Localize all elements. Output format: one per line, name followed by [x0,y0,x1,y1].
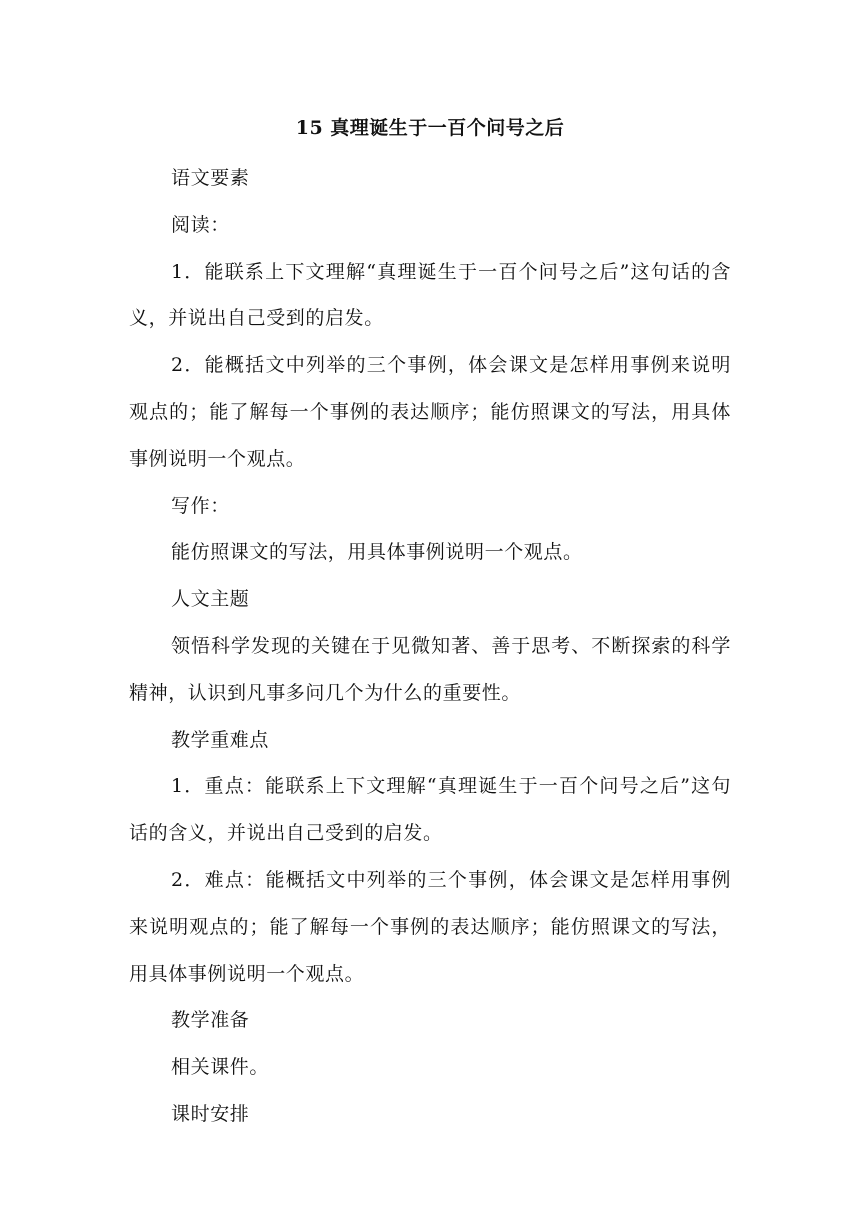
section-heading-language-elements: 语文要素 [171,167,250,189]
reading-goal-2: 2．能概括文中列举的三个事例，体会课文是怎样用事例来说明观点的；能了解每一个事例的表达顺序；能仿照课文的写法，用具体事例说明一个观点。 [129,354,731,470]
humanistic-theme-text: 领悟科学发现的关键在于见微知著、善于思考、不断探索的科学精神，认识到凡事多问几个为什么的重要性。 [129,634,731,704]
section-heading-humanistic-theme: 人文主题 [171,588,250,611]
reading-goal-1: 1．能联系上下文理解“真理诞生于一百个问号之后”这句话的含义，并说出自己受到的启发。 [129,260,731,330]
key-point: 1．重点：能联系上下文理解“真理诞生于一百个问号之后”这句话的含义，并说出自己受到的启发。 [129,775,731,845]
section-heading-key-difficult-points: 教学重难点 [171,728,270,751]
teaching-preparation-text: 相关课件。 [171,1056,270,1079]
document-title: 15 真理诞生于一百个问号之后 [295,117,565,139]
difficult-point: 2．难点：能概括文中列举的三个事例，体会课文是怎样用事例来说明观点的；能了解每一个事例的表达顺序；能仿照课文的写法，用具体事例说明一个观点。 [129,868,731,985]
document-body [129,108,731,1138]
section-heading-teaching-preparation: 教学准备 [171,1009,250,1032]
subheading-writing: 写作： [171,494,230,517]
writing-goal: 能仿照课文的写法，用具体事例说明一个观点。 [171,541,583,564]
subheading-reading: 阅读： [171,213,230,236]
section-heading-class-schedule: 课时安排 [171,1102,250,1125]
